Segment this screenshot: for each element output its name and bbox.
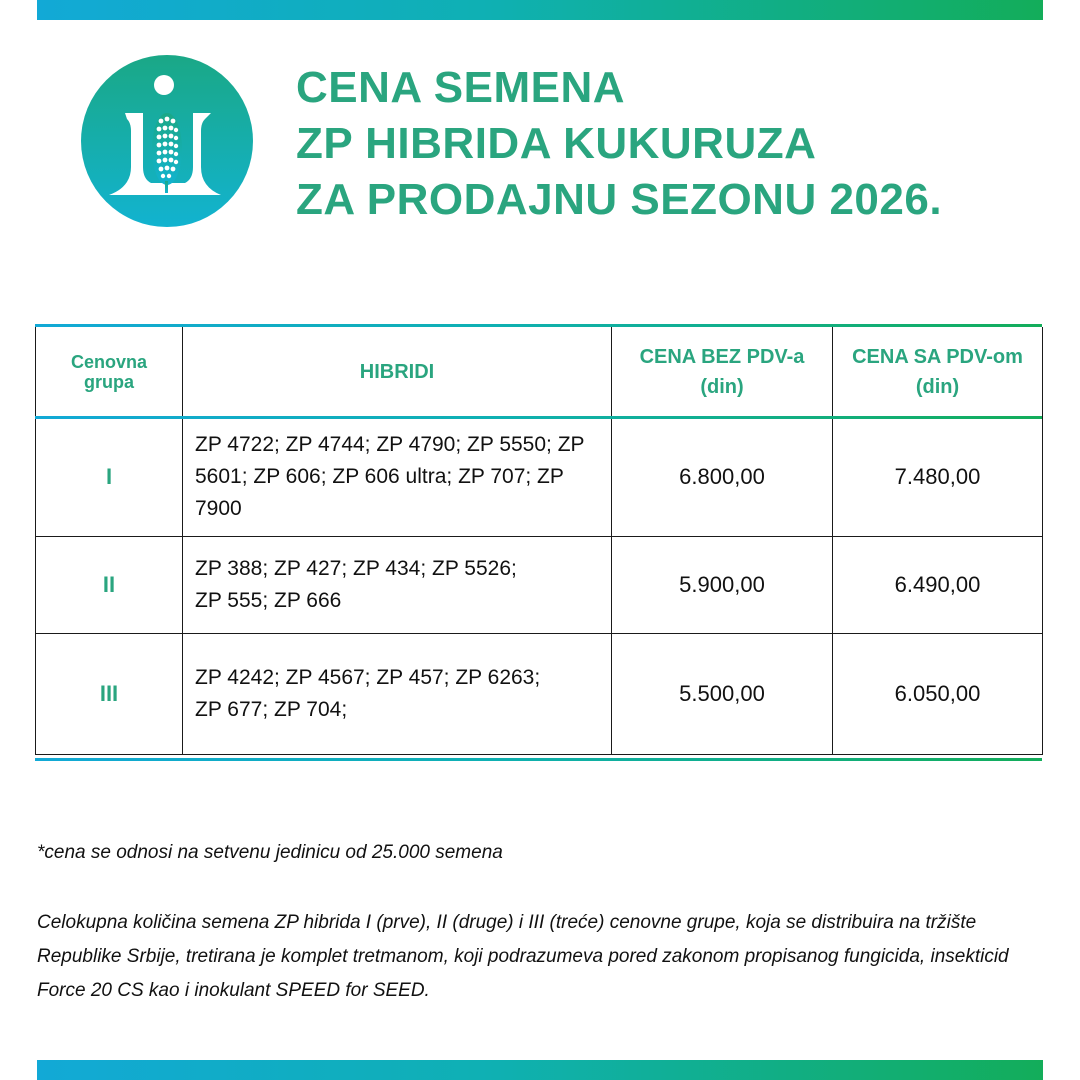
table-header-edge bbox=[35, 416, 1042, 419]
header-price-group: Cenovna grupa bbox=[36, 327, 183, 417]
footnote: *cena se odnosi na setvenu jedinicu od 25.000 semena bbox=[37, 842, 503, 863]
row-price-vat: 6.050,00 bbox=[833, 634, 1043, 755]
row-price-no-vat: 5.900,00 bbox=[612, 537, 833, 634]
row-hybrids: ZP 388; ZP 427; ZP 434; ZP 5526; ZP 555; ZP 666 bbox=[183, 537, 612, 634]
header-hybrids: HIBRIDI bbox=[183, 327, 612, 417]
header-price-vat: CENA SA PDV-om (din) bbox=[833, 327, 1043, 417]
table-row bbox=[36, 634, 1043, 755]
table-row bbox=[36, 417, 1043, 537]
row-price-vat: 6.490,00 bbox=[833, 537, 1043, 634]
row-group: III bbox=[36, 634, 183, 755]
row-hybrids: ZP 4722; ZP 4744; ZP 4790; ZP 5550; ZP 5601; ZP 606; ZP 606 ultra; ZP 707; ZP 7900 bbox=[183, 417, 612, 537]
header-price-no-vat: CENA BEZ PDV-a (din) bbox=[612, 327, 833, 417]
price-table bbox=[35, 324, 1042, 761]
table-header-row bbox=[36, 327, 1043, 417]
table-bottom-edge bbox=[35, 758, 1042, 761]
title-line-3: ZA PRODAJNU SEZONU 2026. bbox=[296, 175, 943, 224]
table-row bbox=[36, 537, 1043, 634]
row-price-no-vat: 6.800,00 bbox=[612, 417, 833, 537]
treatment-paragraph: Celokupna količina semena ZP hibrida I (prve), II (druge) i III (treće) cenovne grupe, koja se distribuira na tržište Republike Srbije, tretirana je komplet tretmanom, koji podrazumeva pored zakonom propisanog fungicida, insekticid Force 20 CS kao i inokulant SPEED for SEED. bbox=[37, 912, 1009, 1001]
top-gradient-bar bbox=[37, 0, 1043, 20]
row-group: I bbox=[36, 417, 183, 537]
title-line-2: ZP HIBRIDA KUKURUZA bbox=[296, 119, 817, 168]
corn-seed-logo-icon bbox=[81, 55, 253, 227]
row-hybrids: ZP 4242; ZP 4567; ZP 457; ZP 6263; ZP 677; ZP 704; bbox=[183, 634, 612, 755]
page-title bbox=[296, 60, 1036, 228]
bottom-gradient-bar bbox=[37, 1060, 1043, 1080]
row-price-vat: 7.480,00 bbox=[833, 417, 1043, 537]
row-group: II bbox=[36, 537, 183, 634]
title-line-1: CENA SEMENA bbox=[296, 63, 626, 112]
row-price-no-vat: 5.500,00 bbox=[612, 634, 833, 755]
